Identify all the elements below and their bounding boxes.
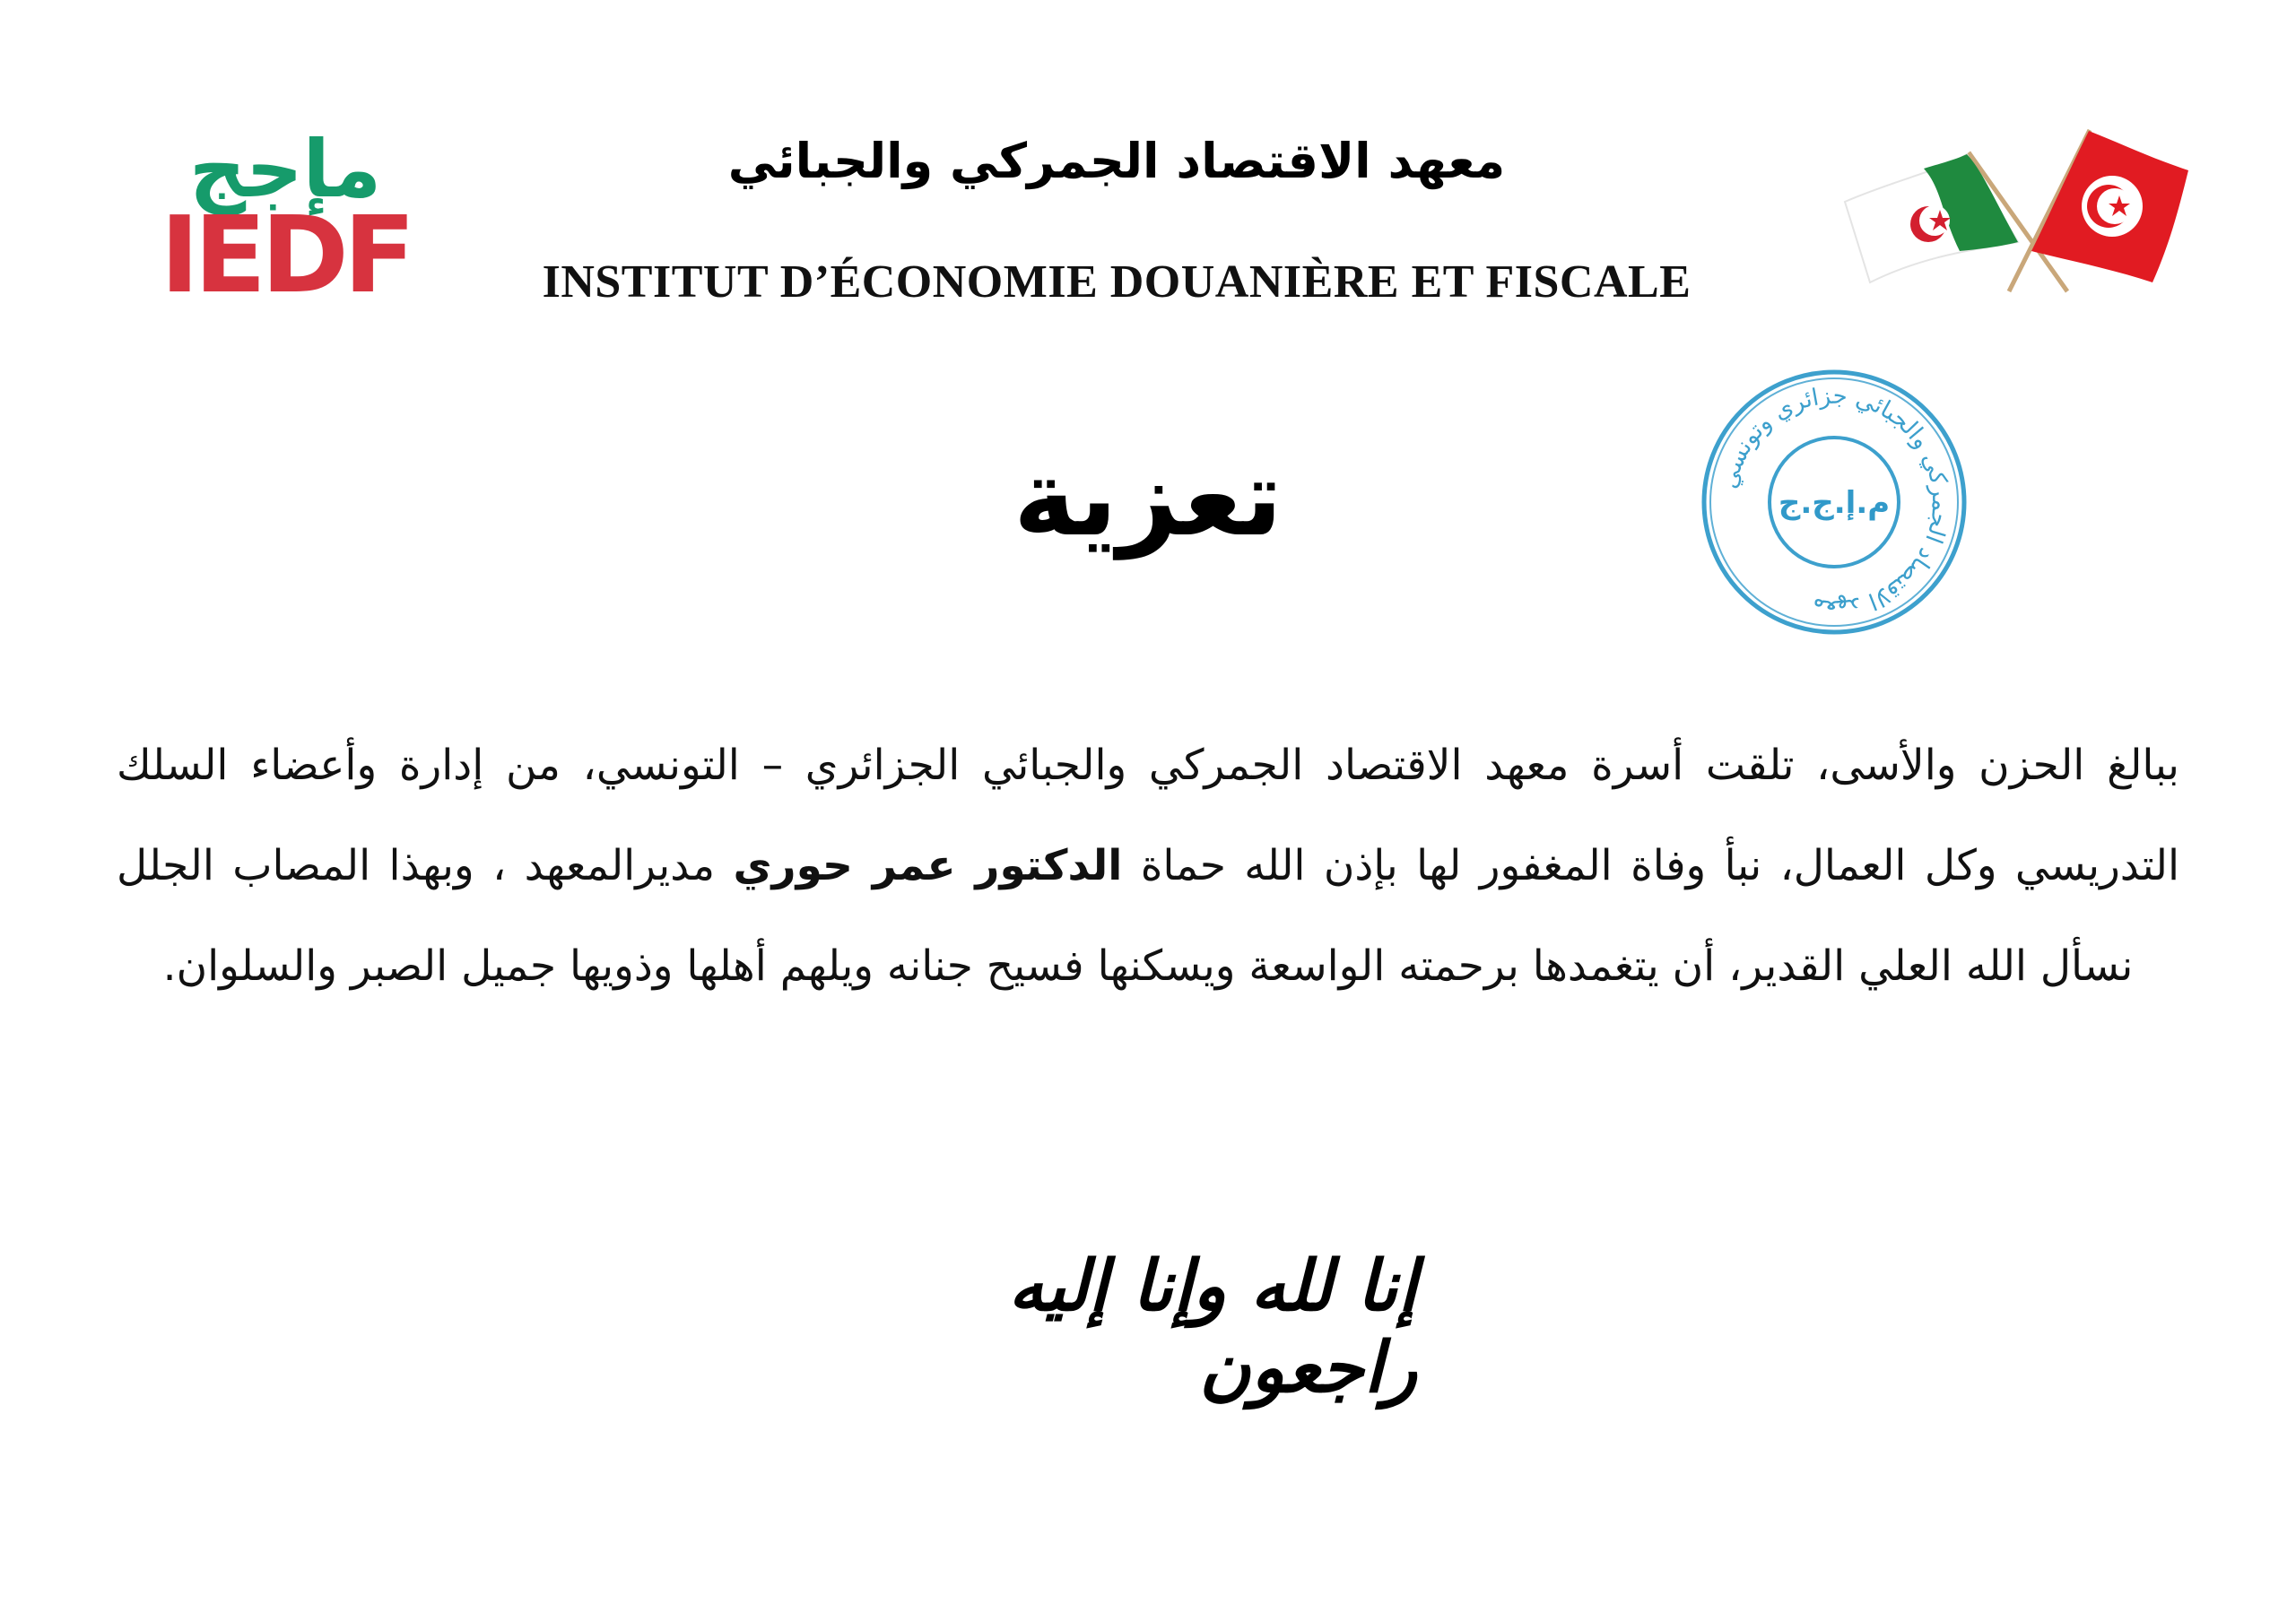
stamp-ring-text: معهد الاقتصاد الجمركي والجبائي جزائري وتونسي — [1715, 382, 1954, 622]
official-stamp — [1691, 359, 1978, 646]
institute-title-arabic: معهد الاقتصاد الجمركي والجبائي — [727, 133, 1506, 189]
institute-logo — [160, 122, 411, 317]
algeria-flag-icon — [1845, 154, 2018, 282]
deceased-name: الدكتور عمر حوري — [733, 841, 1123, 890]
message-part-2: مديرالمعهد ، وبهذا المصاب الجلل نسأل الله العلي القدير، أن يتغمدها برحمته الواسعة ويسكنها فسيح جنانه ويلهم أهلها وذويها جميل الصبر والسلوان. — [117, 841, 2134, 991]
institute-title-french: INSTITUT D’ÉCONOMIE DOUANIÈRE ET FISCALE — [542, 256, 1692, 308]
closing-verse-calligraphy: إنا لله وإنا إليه راجعون — [1008, 1245, 1417, 1409]
stamp-center-text: م.إ.ج.ج — [1778, 485, 1891, 521]
condolence-heading: تعزية — [1013, 436, 1283, 559]
tunisia-flag-icon — [2031, 131, 2188, 282]
condolence-message — [117, 716, 2179, 1017]
logo-arabic-text: مإجج — [188, 122, 382, 215]
logo-latin-text: IEDF — [160, 193, 411, 317]
crossed-flags-icon — [1834, 117, 2193, 296]
message-part-1: ببالغ الحزن والأسى، تلقت أسرة معهد الاقتصاد الجمركي والجبائي الجزائري – التونسي، من إدارة وأعضاء السلك التدريسي وكل العمال، نبأ وفاة المغفور لها بإذن الله حماة — [117, 741, 2180, 890]
